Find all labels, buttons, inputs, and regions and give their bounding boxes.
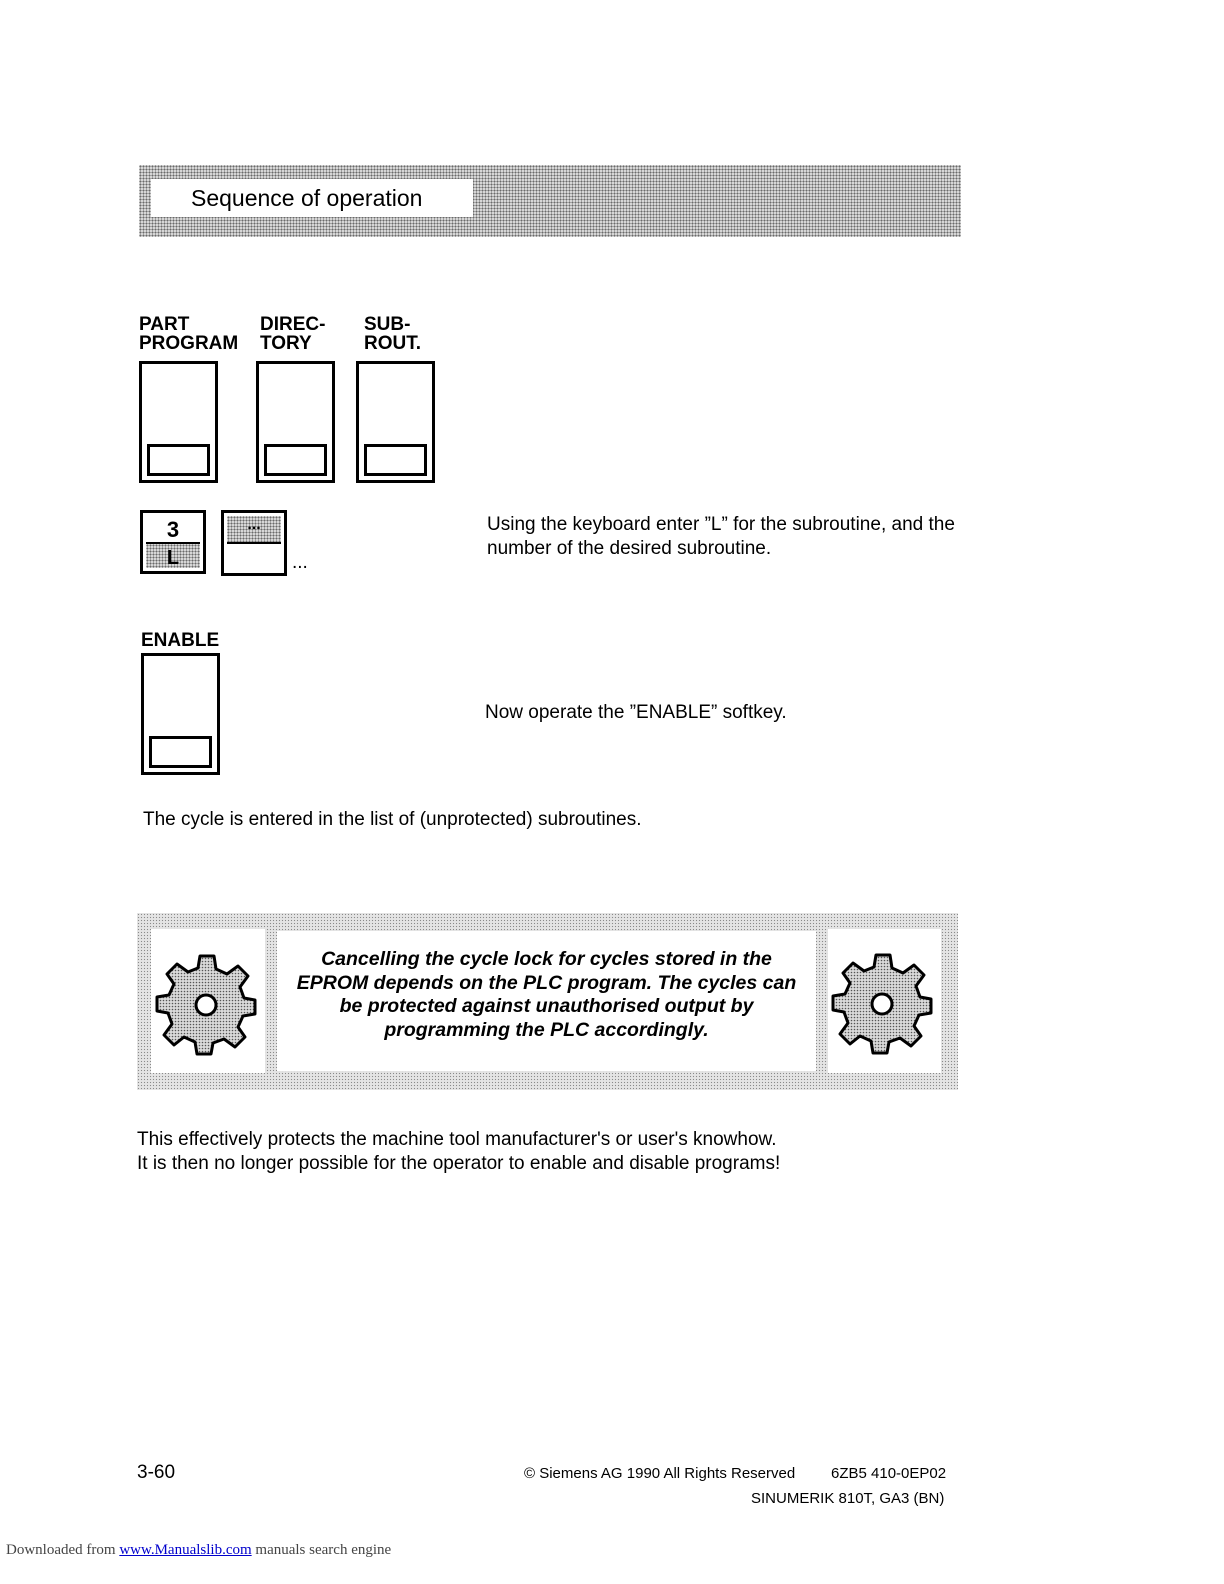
note-icon-panel-right bbox=[828, 929, 941, 1073]
note-text-panel bbox=[277, 931, 816, 1071]
gear-icon bbox=[828, 929, 941, 1073]
gear-icon bbox=[151, 929, 265, 1073]
footer-order-number: 6ZB5 410-0EP02 bbox=[831, 1465, 947, 1482]
softkey-button-face bbox=[264, 444, 327, 476]
softkey-part-program[interactable] bbox=[139, 361, 218, 483]
softkey-button-face bbox=[364, 444, 427, 476]
download-banner-prefix: Downloaded from bbox=[6, 1542, 120, 1558]
keyboard-instruction-text: Using the keyboard enter ”L” for the subroutine, and the number of the desired subroutine. bbox=[487, 514, 955, 559]
softkey-directory[interactable] bbox=[256, 361, 335, 483]
key-3-l-upper: 3 bbox=[146, 516, 200, 544]
key-3-l-lower: L bbox=[146, 544, 200, 568]
note-icon-panel-left bbox=[151, 929, 265, 1073]
key-number[interactable] bbox=[221, 510, 287, 576]
closing-text: This effectively protects the machine tool manufacturer's or user's knowhow. It is then no longer possible for the operator to enable and disable programs! bbox=[137, 1129, 781, 1174]
enable-instruction-text: Now operate the ”ENABLE” softkey. bbox=[485, 702, 787, 723]
result-text: The cycle is entered in the list of (unprotected) subroutines. bbox=[143, 809, 642, 830]
softkey-label-enable: ENABLE bbox=[141, 630, 220, 651]
key-number-upper: ... bbox=[227, 516, 281, 544]
softkey-label-part-program: PART PROGRAM bbox=[139, 314, 239, 354]
key-3-l[interactable] bbox=[140, 510, 206, 574]
footer-copyright: © Siemens AG 1990 All Rights Reserved bbox=[524, 1465, 796, 1482]
page-number: 3-60 bbox=[137, 1462, 176, 1483]
manualslib-link[interactable]: www.Manualslib.com bbox=[119, 1542, 252, 1558]
softkey-subroutine[interactable] bbox=[356, 361, 435, 483]
key-continuation-ellipsis: ... bbox=[292, 552, 308, 573]
note-text: Cancelling the cycle lock for cycles stored in the EPROM depends on the PLC program. The cycles can be protected against unauthorised output by programming the PLC accordingly. bbox=[296, 948, 797, 1041]
softkey-label-directory: DIREC- TORY bbox=[260, 314, 326, 354]
download-banner bbox=[6, 1542, 391, 1559]
softkey-label-subroutine: SUB- ROUT. bbox=[364, 314, 421, 354]
download-banner-suffix: manuals search engine bbox=[255, 1542, 392, 1558]
footer-product: SINUMERIK 810T, GA3 (BN) bbox=[751, 1490, 945, 1507]
softkey-button-face bbox=[147, 444, 210, 476]
section-title: Sequence of operation bbox=[151, 179, 473, 217]
softkey-button-face bbox=[149, 736, 212, 768]
softkey-enable[interactable] bbox=[141, 653, 220, 775]
